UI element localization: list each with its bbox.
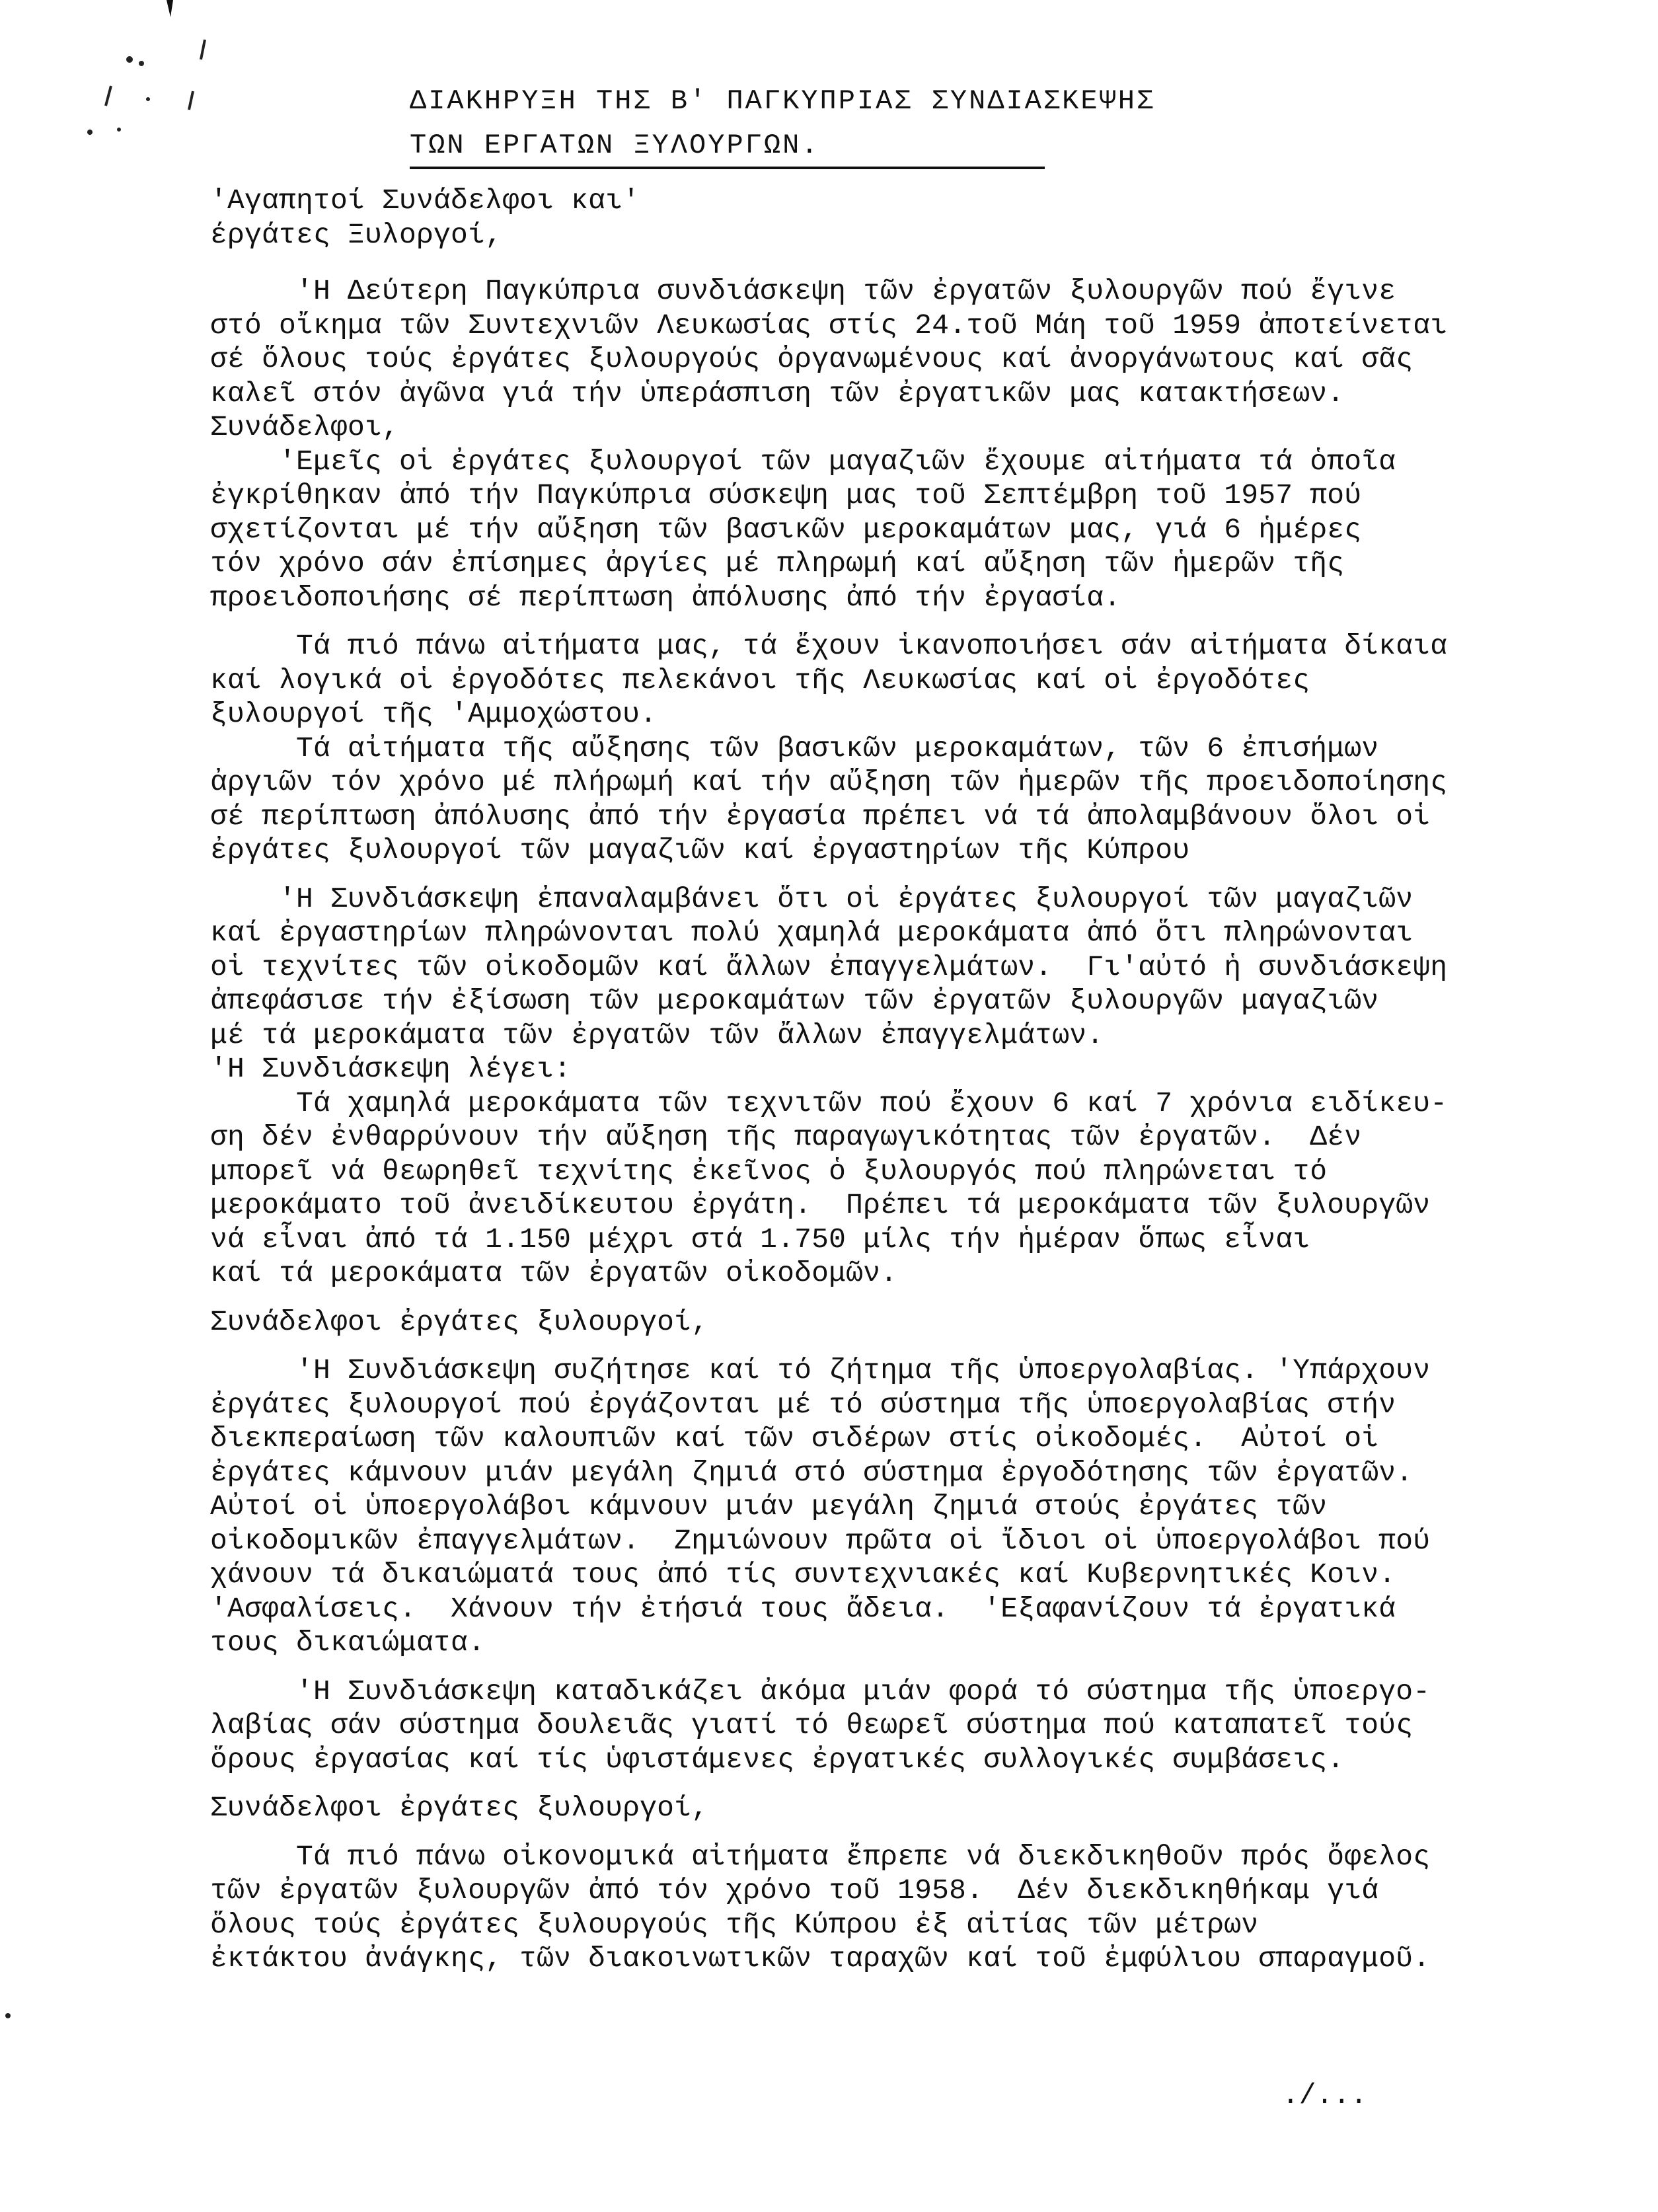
text-line: στό οἴκημα τῶν Συντεχνιῶν Λευκωσίας στίς 24.τοῦ Μάη τοῦ 1959 ἀποτείνεται (210, 309, 1448, 342)
text-line: ἐργάτες κάμνουν μιάν μεγάλη ζημιά στό σύστημα ἐργοδότησης τῶν ἐργατῶν. (210, 1456, 1413, 1489)
text-line: οἰκοδομικῶν ἐπαγγελμάτων. Ζημιώνουν πρῶτα οἱ ἴδιοι οἱ ὑποεργολάβοι πού (210, 1524, 1431, 1557)
text-line: 'Η Συνδιάσκεψη λέγει: (210, 1053, 572, 1085)
greeting-line: έργάτες Ξυλοργοί, (210, 218, 503, 251)
text-line: Συνάδελφοι, (210, 411, 400, 443)
greeting-line: 'Αγαπητοί Συνάδελφοι και' (210, 184, 640, 217)
text-line: τους δικαιώματα. (210, 1626, 486, 1659)
text-line: 'Η Συνδιάσκεψη συζήτησε καί τό ζήτημα τῆς ὑποεργολαβίας. 'Υπάρχουν (210, 1354, 1431, 1387)
paragraph-2 (210, 629, 1611, 868)
paragraph-5 (210, 1675, 1611, 1777)
text-line: καί ἐργαστηρίων πληρώνονται πολύ χαμηλά μεροκάματα ἀπό ὅτι πληρώνονται (210, 917, 1413, 949)
text-line: ἐργάτες ξυλουργοί πού ἐργάζονται μέ τό σύστημα τῆς ὑποεργολαβίας στήν (210, 1388, 1396, 1421)
text-line: καλεῖ στόν ἀγῶνα γιά τήν ὑπεράσπιση τῶν ἐργατικῶν μας κατακτήσεων. (210, 377, 1345, 410)
paragraph-4 (210, 1354, 1611, 1660)
text-line: ὅλους τούς ἐργάτες ξυλουργούς τῆς Κύπρου ἐξ αἰτίας τῶν μέτρων (210, 1908, 1259, 1941)
text-line: μέ τά μεροκάματα τῶν ἐργατῶν τῶν ἄλλων ἐπαγγελμάτων. (210, 1018, 1104, 1051)
text-line: ἐγκρίθηκαν ἀπό τήν Παγκύπρια σύσκεψη μας τοῦ Σεπτέμβρη τοῦ 1957 πού (210, 479, 1362, 512)
paragraph-6 (210, 1840, 1611, 1976)
text-line: τῶν ἐργατῶν ξυλουργῶν ἀπό τόν χρόνο τοῦ 1958. Δέν διεκδικηθήκαμ γιά (210, 1874, 1379, 1907)
text-line: σχετίζονται μέ τήν αὔξηση τῶν βασικῶν μεροκαμάτων μας, γιά 6 ἡμέρες (210, 513, 1362, 546)
title-line-1: ΔΙΑΚΗΡΥΞΗ ΤΗΣ Β' ΠΑΓΚΥΠΡΙΑΣ ΣΥΝΔΙΑΣΚΕΨΗΣ (410, 85, 1156, 117)
text-line: λαβίας σάν σύστημα δουλειᾶς γιατί τό θεωρεῖ σύστημα πού καταπατεῖ τούς (210, 1709, 1413, 1741)
text-line: 'Η Συνδιάσκεψη ἐπαναλαμβάνει ὅτι οἱ ἐργάτες ξυλουργοί τῶν μαγαζιῶν (210, 882, 1413, 915)
text-line: τόν χρόνο σάν ἐπίσημες ἀργίες μέ πληρωμή καί αὔξηση τῶν ἡμερῶν τῆς (210, 547, 1345, 580)
text-line: ἐργάτες ξυλουργοί τῶν μαγαζιῶν καί ἐργαστηρίων τῆς Κύπρου (210, 834, 1190, 866)
text-line: ξυλουργοί τῆς 'Αμμοχώστου. (210, 698, 658, 730)
text-line: ἀργιῶν τόν χρόνο μέ πλήρωμή καί τήν αὔξηση τῶν ἡμερῶν τῆς προειδοποίησης (210, 766, 1448, 798)
text-line: νά εἶναι ἀπό τά 1.150 μέχρι στά 1.750 μίλς τήν ἡμέραν ὅπως εἶναι (210, 1223, 1310, 1256)
text-line: Αὐτοί οἱ ὑποεργολάβοι κάμνουν μιάν μεγάλη ζημιά στούς ἐργάτες τῶν (210, 1490, 1328, 1523)
text-line: Τά χαμηλά μεροκάματα τῶν τεχνιτῶν πού ἔχουν 6 καί 7 χρόνια ειδίκευ- (210, 1087, 1448, 1120)
text-line: Τά πιό πάνω οἰκονομικά αἰτήματα ἔπρεπε νά διεκδικηθοῦν πρός ὄφελος (210, 1840, 1431, 1873)
text-line: καί λογικά οἱ ἐργοδότες πελεκάνοι τῆς Λευκωσίας καί οἱ ἐργοδότες (210, 664, 1310, 697)
text-line: 'Ασφαλίσεις. Χάνουν τήν ἐτήσιά τους ἄδεια. 'Εξαφανίζουν τά ἐργατικά (210, 1592, 1396, 1625)
text-line: 'Η Συνδιάσκεψη καταδικάζει ἀκόμα μιάν φορά τό σύστημα τῆς ὑποεργο- (210, 1675, 1431, 1708)
text-line: προειδοποιήσης σέ περίπτωση ἀπόλυσης ἀπό τήν ἐργασία. (210, 581, 1121, 614)
paragraph-3 (210, 882, 1611, 1291)
text-line: ἐκτάκτου ἀνάγκης, τῶν διακοινωτικῶν ταραχῶν καί τοῦ ἐμφύλιου σπαραγμοῦ. (210, 1942, 1431, 1975)
address-line: Συνάδελφοι ἐργάτες ξυλουργοί, (210, 1305, 709, 1338)
text-line: σέ ὅλους τούς ἐργάτες ξυλουργούς ὀργανωμένους καί ἀνοργάνωτους καί σᾶς (210, 343, 1413, 375)
text-line: ἀπεφάσισε τήν ἐξίσωση τῶν μεροκαμάτων τῶν ἐργατῶν ξυλουργῶν μαγαζιῶν (210, 985, 1379, 1017)
text-line: Τά πιό πάνω αἰτήματα μας, τά ἔχουν ἱκανοποιήσει σάν αἰτήματα δίκαια (210, 630, 1448, 662)
document-body (210, 184, 1611, 1976)
title-line-2: ΤΩΝ ΕΡΓΑΤΩΝ ΞΥΛΟΥΡΓΩΝ. (410, 124, 1045, 169)
continuation-mark: ./... (1282, 2079, 1368, 2112)
text-line: ὅρους ἐργασίας καί τίς ὑφιστάμενες ἐργατικές συλλογικές συμβάσεις. (210, 1743, 1345, 1776)
text-line: σέ περίπτωση ἀπόλυσης ἀπό τήν ἐργασία πρέπει νά τά ἀπολαμβάνουν ὅλοι οἱ (210, 800, 1431, 833)
address-line: Συνάδελφοι ἐργάτες ξυλουργοί, (210, 1792, 709, 1824)
text-line: Τά αἰτήματα τῆς αὔξησης τῶν βασικῶν μεροκαμάτων, τῶν 6 ἐπισήμων (210, 732, 1379, 765)
text-line: διεκπεραίωση τῶν καλουπιῶν καί τῶν σιδέρων στίς οἰκοδομές. Αὐτοί οἱ (210, 1422, 1379, 1455)
text-line: ση δέν ἐνθαρρύνουν τήν αὔξηση τῆς παραγωγικότητας τῶν ἐργατῶν. Δέν (210, 1121, 1362, 1153)
text-line: χάνουν τά δικαιώματά τους ἀπό τίς συντεχνιακές καί Κυβερνητικές Κοιν. (210, 1558, 1396, 1591)
text-line: μπορεῖ νά θεωρηθεῖ τεχνίτης ἐκεῖνος ὁ ξυλουργός πού πληρώνεται τό (210, 1155, 1328, 1188)
text-line: 'Η Δεύτερη Παγκύπρια συνδιάσκεψη τῶν ἐργατῶν ξυλουργῶν πού ἔγινε (210, 275, 1396, 307)
text-line: καί τά μεροκάματα τῶν ἐργατῶν οἰκοδομῶν. (210, 1257, 898, 1289)
paragraph-1 (210, 274, 1611, 615)
text-line: οἱ τεχνίτες τῶν οἰκοδομῶν καί ἄλλων ἐπαγγελμάτων. Γι'αὐτό ἡ συνδιάσκεψη (210, 950, 1448, 983)
text-line: 'Εμεῖς οἱ ἐργάτες ξυλουργοί τῶν μαγαζιῶν ἔχουμε αἰτήματα τά ὁποῖα (210, 445, 1396, 478)
document-title (410, 78, 1401, 169)
text-line: μεροκάματο τοῦ ἀνειδίκευτου ἐργάτη. Πρέπει τά μεροκάματα τῶν ξυλουργῶν (210, 1189, 1431, 1221)
